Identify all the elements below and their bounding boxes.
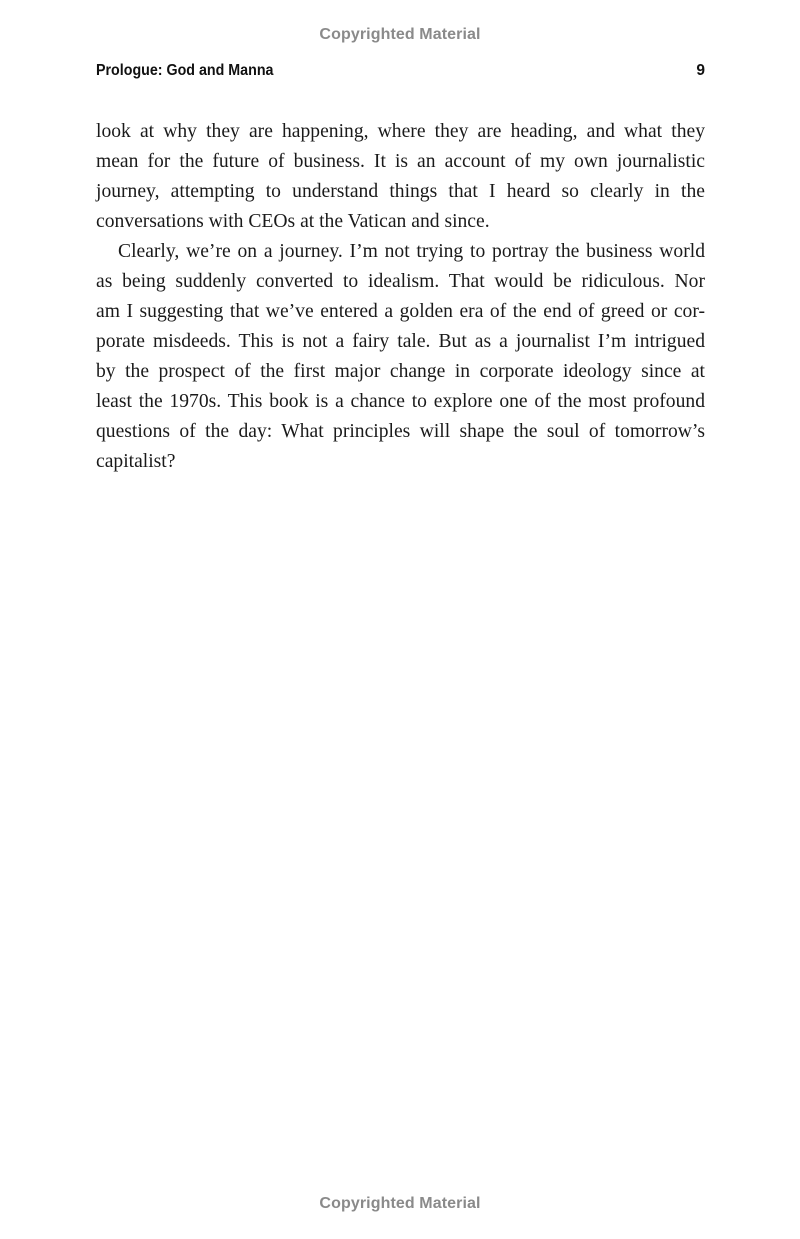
text-line: by the prospect of the first major change in corporate ideology since at bbox=[96, 361, 705, 382]
chapter-title: Prologue: God and Manna bbox=[96, 62, 274, 79]
text-line: capitalist? bbox=[96, 451, 176, 472]
text-line: least the 1970s. This book is a chance to explore one of the most profound bbox=[96, 391, 705, 412]
page-number: 9 bbox=[696, 62, 705, 79]
paragraph bbox=[96, 117, 705, 237]
text-line: mean for the future of business. It is an account of my own journalistic bbox=[96, 151, 705, 172]
text-line: porate misdeeds. This is not a fairy tale. But as a journalist I’m intrigued bbox=[96, 331, 705, 352]
text-line: am I suggesting that we’ve entered a golden era of the end of greed or cor- bbox=[96, 301, 705, 322]
body-text bbox=[96, 117, 705, 477]
text-line: journey, attempting to understand things that I heard so clearly in the bbox=[96, 181, 705, 202]
text-line: conversations with CEOs at the Vatican and since. bbox=[96, 211, 490, 232]
text-line: look at why they are happening, where they are heading, and what they bbox=[96, 121, 705, 142]
paragraph bbox=[96, 237, 705, 477]
copyright-watermark-bottom: Copyrighted Material bbox=[319, 1195, 481, 1212]
text-line: questions of the day: What principles will shape the soul of tomorrow’s bbox=[96, 421, 705, 442]
text-line: as being suddenly converted to idealism. That would be ridiculous. Nor bbox=[96, 271, 705, 292]
text-line: Clearly, we’re on a journey. I’m not trying to portray the business world bbox=[118, 241, 705, 262]
copyright-watermark-top: Copyrighted Material bbox=[319, 26, 481, 43]
